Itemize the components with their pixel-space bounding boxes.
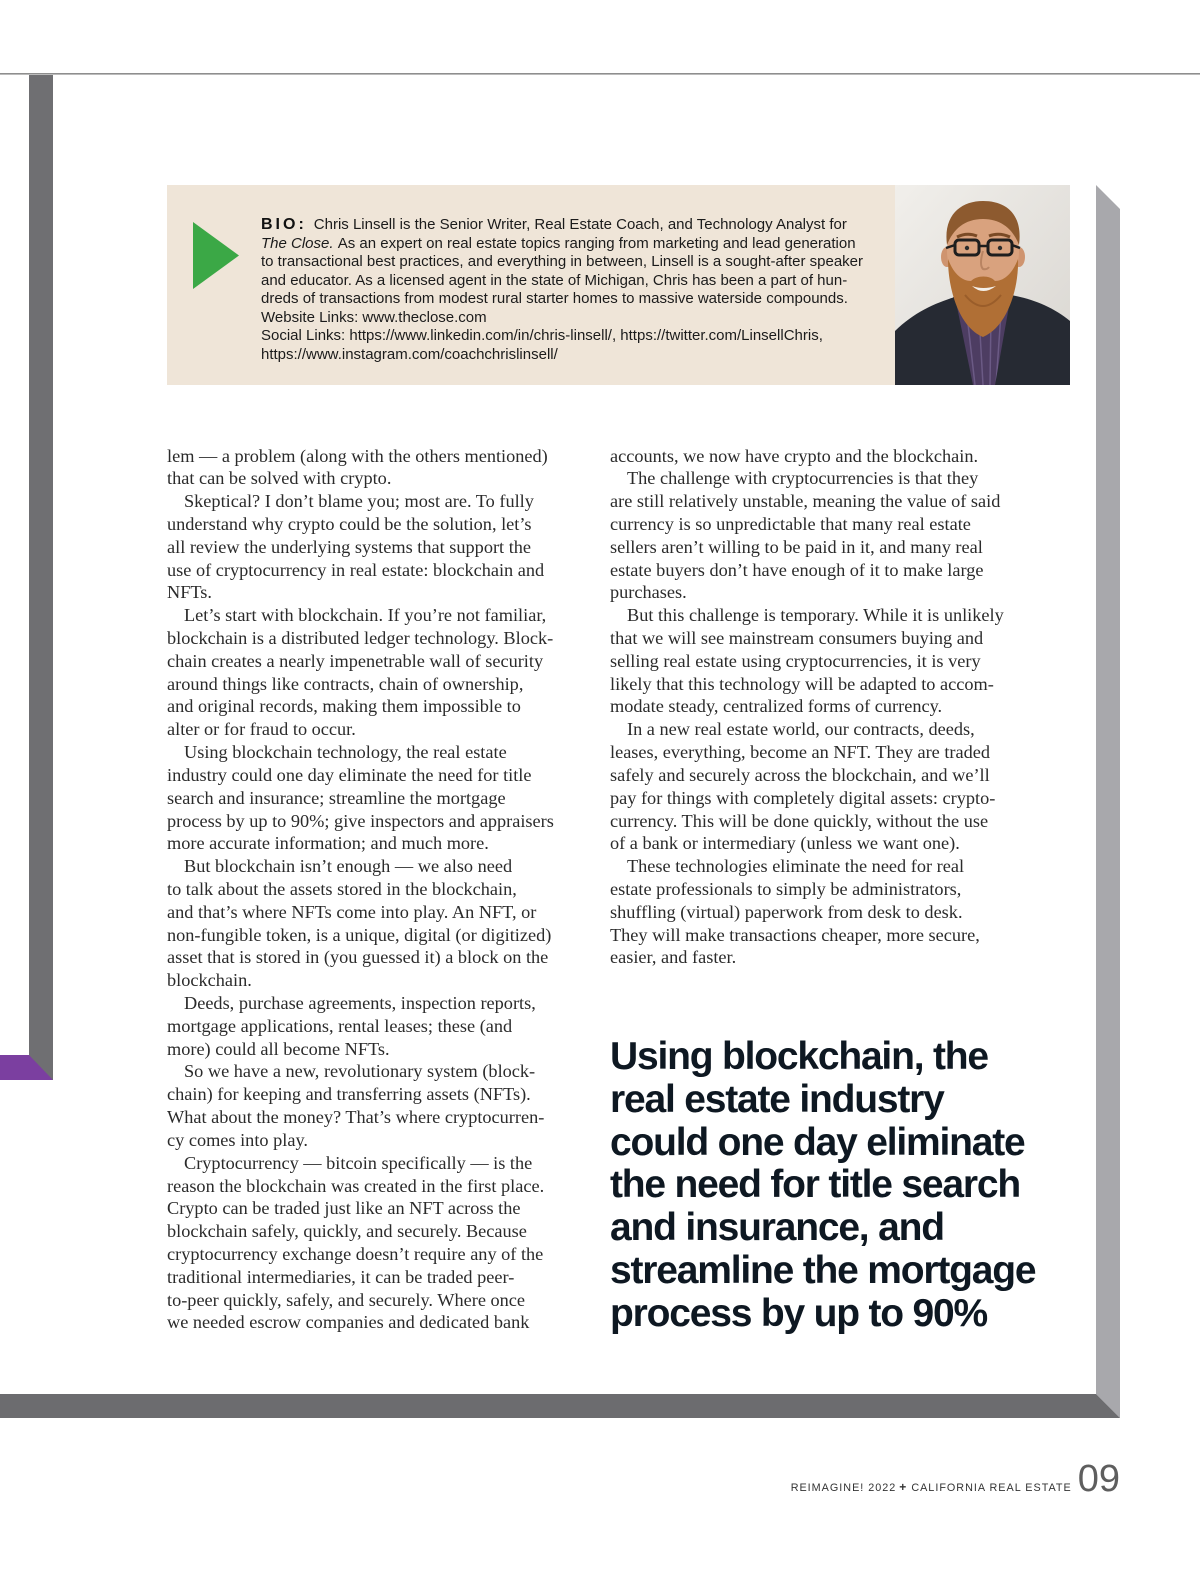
text-line: industry could one day eliminate the need for title (167, 764, 532, 785)
text-line: easier, and faster. (610, 947, 737, 968)
text-line: blockchain safely, quickly, and securely. Because (167, 1221, 527, 1242)
text-line: understand why crypto could be the solution, let’s (167, 513, 532, 534)
text-line: NFTs. (167, 582, 212, 603)
text-line: modate steady, centralized forms of currency. (610, 696, 943, 717)
pull-quote (610, 1036, 1035, 1336)
right-shadow-bar (1096, 185, 1120, 1418)
text-line: Let’s start with blockchain. If you’re not familiar, (184, 605, 547, 626)
paragraph (610, 467, 1030, 604)
text-line: In a new real estate world, our contracts, deeds, (627, 719, 975, 740)
paragraph (167, 604, 587, 741)
text-line: we needed escrow companies and dedicated bank (167, 1312, 530, 1333)
text-line: likely that this technology will be adapted to accom- (610, 673, 994, 694)
bio-label: BIO: (261, 216, 307, 233)
bio-line: Social Links: https://www.linkedin.com/in/chris-linsell/, https://twitter.com/LinsellChris, (261, 327, 823, 345)
text-line: selling real estate using cryptocurrencies, it is very (610, 650, 981, 671)
text-line: estate buyers don’t have enough of it to make large (610, 559, 984, 580)
text-line: purchases. (610, 582, 687, 603)
magazine-name: REIMAGINE! 2022 (790, 1482, 897, 1494)
text-line: safely and securely across the blockchain, and we’ll (610, 764, 990, 785)
paragraph (167, 490, 587, 604)
bio-line: https://www.instagram.com/coachchrislinsell/ (261, 345, 558, 363)
text-line: sellers aren’t willing to be paid in it, and many real (610, 536, 983, 557)
text-line: The challenge with cryptocurrencies is that they (627, 468, 979, 489)
text-line: cy comes into play. (167, 1129, 308, 1150)
paragraph (167, 1152, 587, 1335)
text-line: traditional intermediaries, it can be traded peer- (167, 1266, 515, 1287)
pull-quote-line: and insurance, and (610, 1206, 944, 1250)
text-line: So we have a new, revolutionary system (block- (184, 1061, 536, 1082)
text-line: Skeptical? I don’t blame you; most are. To fully (184, 491, 534, 512)
text-line: asset that is stored in (you guessed it) a block on the (167, 947, 549, 968)
text-line: They will make transactions cheaper, more secure, (610, 924, 980, 945)
author-portrait (895, 185, 1070, 385)
bio-line: Website Links: www.theclose.com (261, 308, 487, 326)
text-line: currency is so unpredictable that many real estate (610, 513, 971, 534)
publication-name: The Close. (261, 234, 334, 252)
text-line: process by up to 90%; give inspectors and appraisers (167, 810, 554, 831)
text-line: non-fungible token, is a unique, digital (or digitized) (167, 924, 552, 945)
text-line: chain) for keeping and transferring assets (NFTs). (167, 1084, 531, 1105)
text-line: to-peer quickly, safely, and securely. Where once (167, 1289, 526, 1310)
author-photo (895, 185, 1070, 385)
pull-quote-line: process by up to 90% (610, 1291, 987, 1335)
text-line: blockchain. (167, 970, 252, 991)
paragraph (167, 1060, 587, 1151)
text-line: reason the blockchain was created in the first place. (167, 1175, 545, 1196)
text-line: What about the money? That’s where cryptocurren- (167, 1107, 545, 1128)
top-rule (0, 73, 1200, 75)
text-line: accounts, we now have crypto and the blockchain. (610, 445, 979, 466)
paragraph (167, 741, 587, 855)
text-line: But blockchain isn’t enough — we also need (184, 856, 513, 877)
text-line: blockchain is a distributed ledger technology. Block- (167, 628, 554, 648)
left-accent-bar (29, 75, 53, 1080)
bio-text (261, 216, 863, 365)
text-line: estate professionals to simply be administrators, (610, 878, 962, 899)
text-line: around things like contracts, chain of ownership, (167, 673, 524, 694)
footer-separator: + (899, 1480, 908, 1494)
text-line: Crypto can be traded just like an NFT across the (167, 1198, 521, 1219)
paragraph (610, 445, 1030, 468)
pull-quote-line: the need for title search (610, 1163, 1020, 1207)
paragraph (610, 718, 1030, 855)
text-line: more accurate information; and much more. (167, 833, 489, 854)
text-line: all review the underlying systems that support the (167, 536, 532, 557)
bio-line (261, 235, 863, 254)
text-line: pay for things with completely digital assets: crypto- (610, 787, 996, 808)
paragraph (167, 445, 587, 491)
page-footer (791, 1458, 1120, 1501)
page-number: 09 (1077, 1458, 1120, 1500)
text-line: that we will see mainstream consumers buying and (610, 628, 984, 648)
text-line: lem — a problem (along with the others mentioned) (167, 445, 548, 466)
text-line: more) could all become NFTs. (167, 1038, 390, 1059)
text-line: and that’s where NFTs come into play. An NFT, or (167, 901, 537, 922)
text-line: Deeds, purchase agreements, inspection reports, (184, 993, 536, 1013)
text-line: leases, everything, become an NFT. They are traded (610, 742, 991, 763)
text-line: alter or for fraud to occur. (167, 719, 356, 740)
text-line: mortgage applications, rental leases; these (and (167, 1015, 513, 1036)
bio-line-text: Chris Linsell is the Senior Writer, Real Estate Coach, and Technology Analyst for (313, 216, 847, 233)
text-line: search and insurance; streamline the mortgage (167, 787, 506, 808)
bottom-shadow-bar (0, 1394, 1120, 1418)
bio-line: dreds of transactions from modest rural starter homes to massive waterside compounds. (261, 290, 848, 308)
pull-quote-line: could one day eliminate (610, 1120, 1025, 1164)
paragraph (610, 604, 1030, 718)
bio-line-text: As an expert on real estate topics ranging from marketing and lead generation (337, 234, 856, 252)
text-line: currency. This will be done quickly, without the use (610, 810, 989, 831)
text-line: shuffling (virtual) paperwork from desk to desk. (610, 901, 963, 922)
bio-lines (261, 253, 863, 364)
text-line: cryptocurrency exchange doesn’t require any of the (167, 1243, 544, 1264)
pull-quote-line: real estate industry (610, 1077, 944, 1121)
text-line: that can be solved with crypto. (167, 468, 392, 489)
text-line: of a bank or intermediary (unless we want one). (610, 833, 960, 854)
text-line: are still relatively unstable, meaning the value of said (610, 491, 1001, 512)
bio-line (261, 216, 863, 235)
paragraph (167, 992, 587, 1060)
text-line: use of cryptocurrency in real estate: blockchain and (167, 559, 545, 580)
pull-quote-line: Using blockchain, the (610, 1035, 988, 1078)
paragraph (167, 855, 587, 992)
text-line: Cryptocurrency — bitcoin specifically — is the (184, 1152, 533, 1173)
bio-box (167, 185, 895, 385)
text-line: to talk about the assets stored in the blockchain, (167, 878, 517, 899)
pull-quote-line: streamline the mortgage (610, 1248, 1036, 1292)
text-line: These technologies eliminate the need for real (627, 856, 965, 877)
bio-line: and educator. As a licensed agent in the state of Michigan, Chris has been a part of hun- (261, 271, 848, 289)
publisher-name: CALIFORNIA REAL ESTATE (911, 1482, 1072, 1494)
text-line: chain creates a nearly impenetrable wall of security (167, 650, 544, 671)
play-arrow-icon (193, 222, 239, 290)
left-column (167, 445, 587, 1335)
paragraph (610, 855, 1030, 969)
text-line: Using blockchain technology, the real estate (184, 742, 507, 763)
text-line: But this challenge is temporary. While it is unlikely (627, 605, 1004, 626)
right-column (610, 445, 1030, 970)
bio-line: to transactional best practices, and everything in between, Linsell is a sought-after speaker (261, 253, 864, 271)
text-line: and original records, making them impossible to (167, 696, 521, 717)
